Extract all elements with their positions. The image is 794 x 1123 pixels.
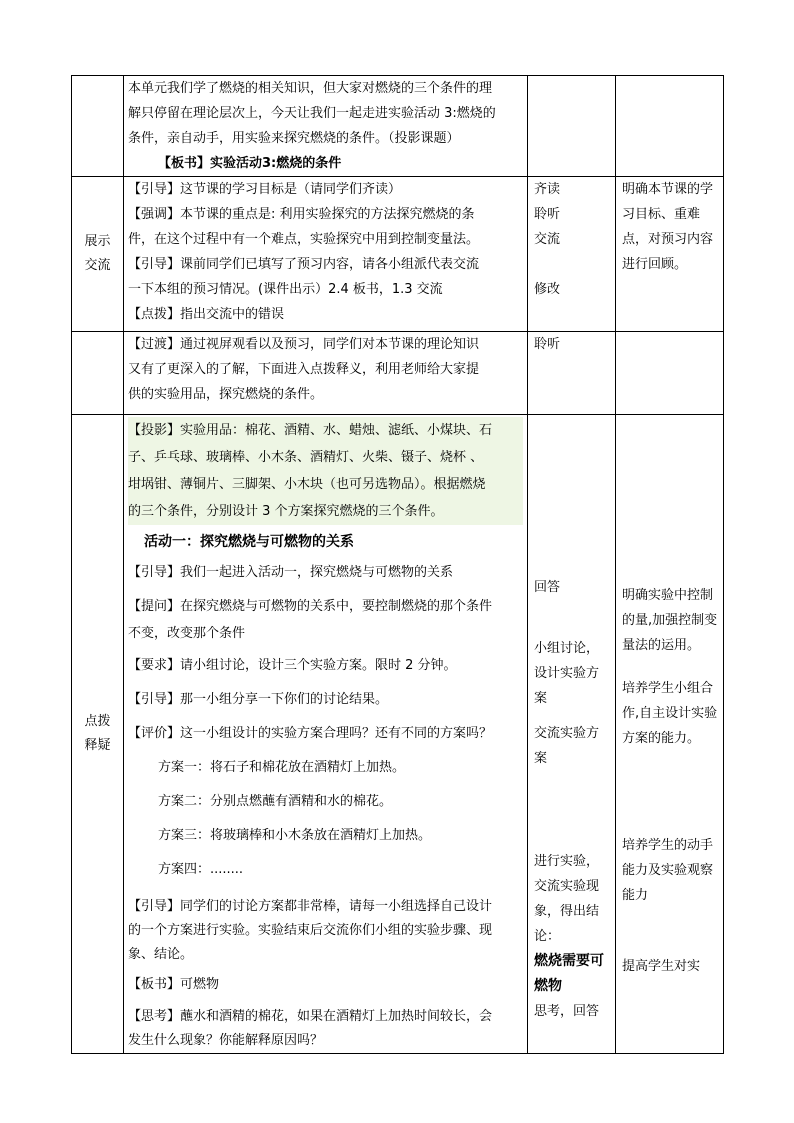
- text-line: 一下本组的预习情况。(课件出示）2.4 板书，1.3 交流: [128, 282, 443, 297]
- intent-cell: [616, 76, 724, 177]
- student-activity: 交流: [534, 232, 561, 247]
- stage-cell: [72, 332, 124, 415]
- student-cell: [528, 177, 616, 332]
- board-title: 【板书】实验活动3:燃烧的条件: [158, 156, 342, 171]
- text-line: 【板书】可燃物: [128, 977, 220, 992]
- text-line: 坩埚钳、薄铜片、三脚架、小木块（也可另选物品）。根据燃烧: [128, 477, 486, 492]
- content-cell: [124, 332, 528, 415]
- plan-item: 方案一：将石子和棉花放在酒精灯上加热。: [158, 760, 406, 775]
- student-activity: 聆听: [534, 207, 561, 222]
- intent-text: 培养学生小组合作,自主设计实验方案的能力。: [622, 681, 718, 746]
- intro-row: [72, 76, 724, 177]
- student-cell: [528, 415, 616, 1054]
- intent-text: 培养学生的动手能力及实验观察能力: [622, 838, 714, 903]
- transition-row: [72, 332, 724, 415]
- conclusion-text: 燃烧需要可燃物: [534, 953, 604, 994]
- student-activity: 进行实验，交流实验现象，得出结论：: [534, 854, 600, 944]
- content-cell: [124, 76, 528, 177]
- blank-space: [534, 600, 611, 636]
- text-line: 【引导】这节课的学习目标是（请同学们齐读）: [128, 182, 402, 197]
- projection-block: [128, 417, 523, 525]
- text-line: 【评价】这一小组设计的实验方案合理吗？还有不同的方案吗？: [128, 726, 493, 741]
- blank-space: [622, 908, 719, 954]
- text-line: 本单元我们学了燃烧的相关知识，但大家对燃烧的三个条件的理: [128, 81, 493, 96]
- text-line: 【过渡】通过视屏观看以及预习，同学们对本节课的理论知识: [128, 337, 480, 352]
- activity-row: [72, 415, 724, 1054]
- text-line: 子、乒乓球、玻璃棒、小木条、酒精灯、火柴、镊子、烧杯 、: [128, 450, 484, 465]
- text-line: 【引导】那一小组分享一下你们的讨论结果。: [128, 692, 389, 707]
- text-line: 【强调】本节课的重点是: 利用实验探究的方法探究燃烧的条: [128, 207, 475, 222]
- exchange-row: [72, 177, 724, 332]
- blank-space: [534, 771, 611, 849]
- stage-cell: [72, 76, 124, 177]
- lesson-plan-table: [71, 75, 724, 1054]
- blank-space: [622, 415, 719, 583]
- text-line: 【引导】我们一起进入活动一，探究燃烧与可燃物的关系: [128, 565, 454, 580]
- text-line: 不变，改变那个条件: [128, 626, 246, 641]
- text-line: 条件，亲自动手，用实验来探究燃烧的条件。（投影课题）: [128, 131, 460, 146]
- student-cell: [528, 76, 616, 177]
- text-line: 解只停留在理论层次上，今天让我们一起走进实验活动 3:燃烧的: [128, 106, 496, 121]
- text-line: 【引导】课前同学们已填写了预习内容，请各小组派代表交流: [128, 257, 480, 272]
- intent-text: 明确实验中控制的量,加强控制变量法的运用。: [622, 588, 718, 653]
- intent-text: 提高学生对实: [622, 959, 701, 974]
- blank-space: [622, 658, 719, 676]
- content-cell: [124, 415, 528, 1054]
- student-activity: 小组讨论，设计实验方案: [534, 641, 600, 706]
- plan-item: 方案二：分别点燃蘸有酒精和水的棉花。: [158, 794, 393, 809]
- text-line: 【提问】在探究燃烧与可燃物的关系中，要控制燃烧的那个条件: [128, 599, 493, 614]
- text-line: 发生什么现象？你能解释原因吗？: [128, 1033, 324, 1048]
- blank-space: [622, 751, 719, 833]
- student-cell: [528, 332, 616, 415]
- stage-label: 展示交流: [72, 177, 124, 332]
- intent-text: 明确本节课的学习目标、重难点，对预习内容进行回顾。: [622, 182, 714, 272]
- intent-cell: [616, 332, 724, 415]
- student-activity: 修改: [534, 282, 561, 297]
- plan-item: 方案三：将玻璃棒和小木条放在酒精灯上加热。: [158, 828, 432, 843]
- text-line: 【引导】同学们的讨论方案都非常棒，请每一小组选择自己设计: [128, 899, 493, 914]
- plan-item: 方案四：........: [158, 862, 244, 877]
- student-activity: 回答: [534, 580, 561, 595]
- text-line: 【点拨】指出交流中的错误: [128, 307, 285, 322]
- content-cell: [124, 177, 528, 332]
- text-line: 的三个条件，分别设计 3 个方案探究燃烧的三个条件。: [128, 504, 444, 519]
- student-activity: 交流实验方案: [534, 726, 600, 766]
- blank-space: [534, 711, 611, 721]
- intent-cell: [616, 177, 724, 332]
- student-activity: 齐读: [534, 182, 561, 197]
- text-line: 【投影】实验用品：棉花、酒精、水、蜡烛、滤纸、小煤块、石: [128, 423, 493, 438]
- stage-label: 点拨释疑: [72, 415, 124, 1054]
- text-line: 象、结论。: [128, 947, 194, 962]
- text-line: 的一个方案进行实验。实验结束后交流你们小组的实验步骤、现: [128, 923, 493, 938]
- text-line: 【要求】请小组讨论，设计三个实验方案。限时 2 分钟。: [128, 658, 457, 673]
- intent-cell: [616, 415, 724, 1054]
- text-line: 又有了更深入的了解，下面进入点拨释义，利用老师给大家提: [128, 362, 480, 377]
- text-line: 件，在这个过程中有一个难点，实验探究中用到控制变量法。: [128, 232, 480, 247]
- student-activity: 思考，回答: [534, 1004, 600, 1019]
- activity-title: 活动一：探究燃烧与可燃物的关系: [144, 534, 354, 550]
- text-line: 【思考】蘸水和酒精的棉花，如果在酒精灯上加热时间较长，会: [128, 1009, 493, 1024]
- text-line: 供的实验用品，探究燃烧的条件。: [128, 387, 324, 402]
- blank-line: [534, 252, 611, 277]
- blank-space: [534, 415, 611, 575]
- student-activity: 聆听: [534, 337, 561, 352]
